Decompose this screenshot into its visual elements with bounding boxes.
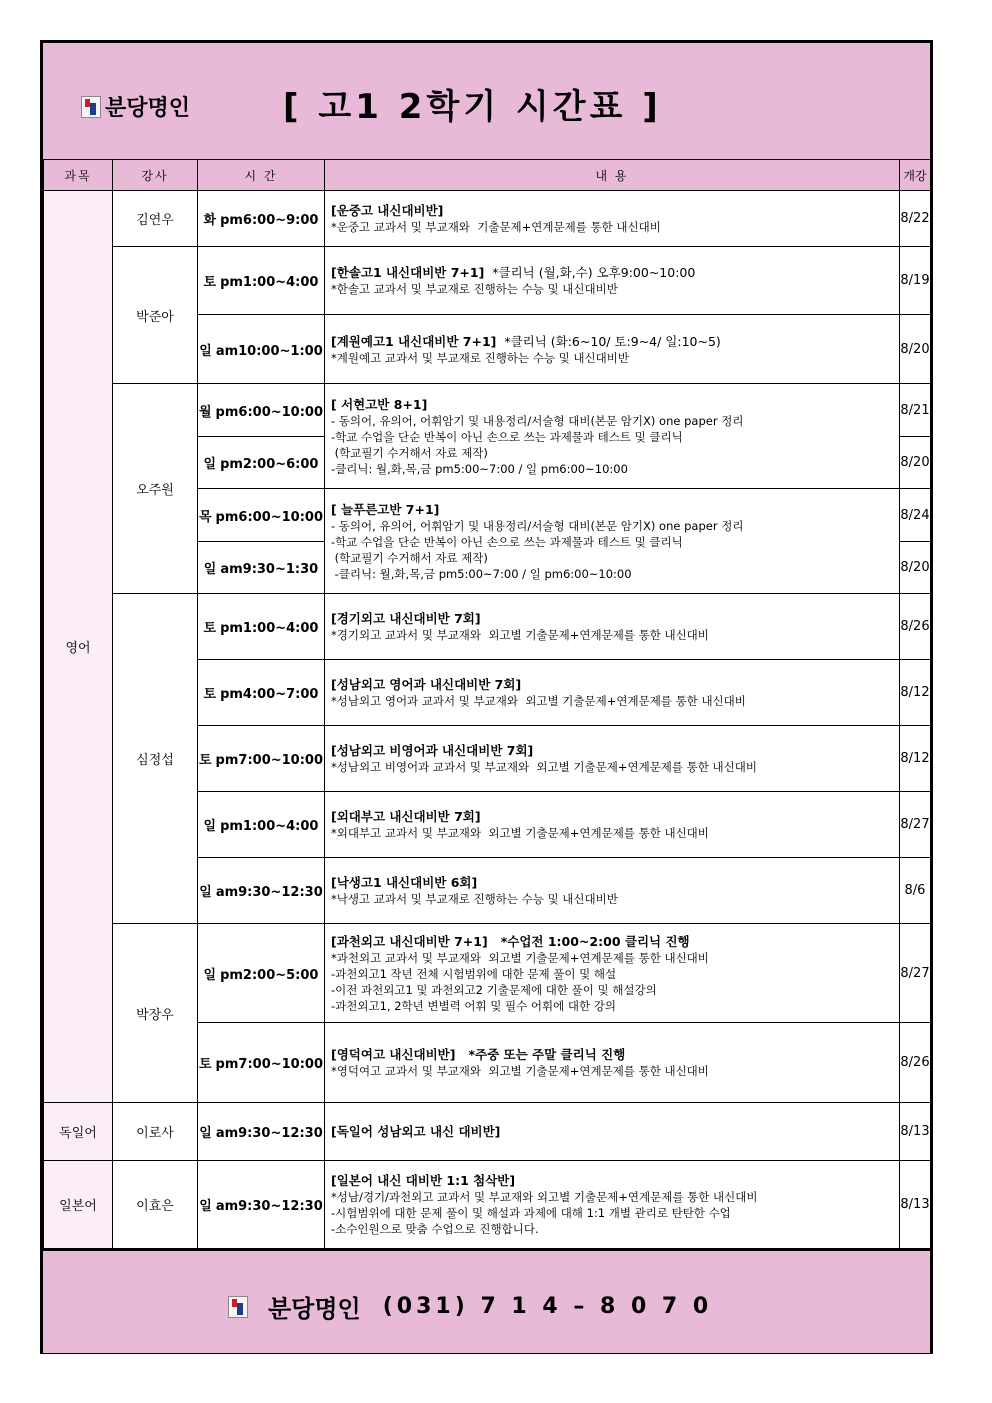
teacher-cell: 이로사 <box>113 1103 198 1161</box>
class-title: [ 늘푸른고반 7+1] <box>331 501 440 517</box>
header-banner <box>43 43 930 161</box>
day: 일 <box>199 885 212 900</box>
teacher-cell: 김연우 <box>113 191 198 247</box>
content-line: -학교 수업을 단순 반복이 아닌 손으로 쓰는 과제물과 테스트 및 클리닉 <box>331 429 683 444</box>
class-title: [과천외고 내신대비반 7+1] <box>331 933 488 949</box>
time-cell <box>198 660 325 726</box>
hours: pm6:00~10:00 <box>215 509 324 525</box>
day: 화 <box>203 213 217 228</box>
table-row <box>44 1103 931 1161</box>
open-date: 8/22 <box>900 191 931 247</box>
hours: pm6:00~9:00 <box>220 213 319 228</box>
open-date: 8/20 <box>900 542 931 594</box>
class-title: [경기외고 내신대비반 7회] <box>331 611 481 626</box>
time-cell <box>198 924 325 1023</box>
col-subject: 과목 <box>44 160 113 191</box>
content-line: (학교필기 수거해서 자료 제작) <box>331 445 488 460</box>
content-line: *과천외고 교과서 및 부교재와 외고별 기출문제+연계문제를 통한 내신대비 <box>331 950 709 965</box>
time-cell <box>198 1161 325 1249</box>
brand-name: 분당명인 <box>105 96 191 121</box>
time-cell <box>198 315 325 384</box>
class-title: [한솔고1 내신대비반 7+1] <box>331 265 485 280</box>
hours: am9:30~12:30 <box>215 885 323 900</box>
teacher-cell: 이효은 <box>113 1161 198 1249</box>
content-line: *경기외고 교과서 및 부교재와 외고별 기출문제+연계문제를 통한 내신대비 <box>331 628 709 642</box>
time-cell <box>198 726 325 792</box>
teacher-cell: 박장우 <box>113 924 198 1103</box>
open-date: 8/20 <box>900 315 931 384</box>
content-line: *한솔고 교과서 및 부교재로 진행하는 수능 및 내신대비반 <box>331 282 618 296</box>
content-cell <box>325 384 900 489</box>
time-cell <box>198 1103 325 1161</box>
teacher-cell: 박준아 <box>113 247 198 384</box>
class-title: [성남외고 비영어과 내신대비반 7회] <box>331 743 534 758</box>
day: 일 <box>199 1126 212 1141</box>
teacher-cell: 오주원 <box>113 384 198 594</box>
content-cell <box>325 1161 900 1249</box>
day: 월 <box>198 404 212 420</box>
day: 토 <box>198 753 212 768</box>
day: 일 <box>203 819 217 834</box>
content-line: - 동의어, 유의어, 어휘암기 및 내용정리/서술형 대비(본문 암기X) one paper 정리 <box>331 413 744 428</box>
class-title: [독일어 성남외고 내신 대비반] <box>331 1124 501 1139</box>
hours: pm7:00~10:00 <box>215 753 324 768</box>
open-date: 8/27 <box>900 792 931 858</box>
class-title: [운중고 내신대비반] <box>331 203 444 218</box>
footer-brand: 분당명인 <box>268 1295 361 1323</box>
time-cell <box>198 542 325 594</box>
content-cell <box>325 489 900 594</box>
teacher-cell: 심정섭 <box>113 594 198 924</box>
class-title: [영덕여고 내신대비반] <box>331 1047 456 1062</box>
phone-number: (031) 7 1 4 – 8 0 7 0 <box>382 1294 713 1319</box>
page-title: [ 고1 2학기 시간표 ] <box>283 87 662 127</box>
class-title: [성남외고 영어과 내신대비반 7회] <box>331 677 522 692</box>
table-row <box>44 191 931 247</box>
class-title: [외대부고 내신대비반 7회] <box>331 809 481 824</box>
day: 일 <box>203 967 217 983</box>
open-date: 8/20 <box>900 437 931 489</box>
content-cell <box>325 594 900 660</box>
col-teacher: 강사 <box>113 160 198 191</box>
open-date: 8/13 <box>900 1103 931 1161</box>
table-row <box>44 247 931 315</box>
footer-contact <box>228 1289 712 1324</box>
timetable-page <box>40 40 933 1354</box>
hours: pm2:00~5:00 <box>220 967 319 983</box>
hours: pm1:00~4:00 <box>220 819 319 834</box>
content-cell <box>325 1023 900 1103</box>
class-note: *클리닉 (화:6~10/ 토:9~4/ 일:10~5) <box>496 333 721 349</box>
day: 토 <box>203 275 217 290</box>
class-title: [ 서현고반 8+1] <box>331 396 428 412</box>
open-date: 8/26 <box>900 1023 931 1103</box>
hours: pm7:00~10:00 <box>215 1057 324 1072</box>
open-date: 8/6 <box>900 858 931 924</box>
class-title: [계원예고1 내신대비반 7+1] <box>331 333 497 349</box>
col-content: 내 용 <box>325 160 900 191</box>
time-cell <box>198 489 325 542</box>
content-cell <box>325 792 900 858</box>
content-line: -소수인원으로 맞춤 수업으로 진행합니다. <box>331 1222 539 1236</box>
day: 일 <box>203 562 217 577</box>
content-line: -과천외고1, 2학년 변별력 어휘 및 필수 어휘에 대한 강의 <box>331 998 616 1013</box>
content-line: -과천외고1 작년 전체 시험범위에 대한 문제 풀이 및 해설 <box>331 966 617 981</box>
brand-logo <box>81 91 190 122</box>
subject-cell: 일본어 <box>44 1161 113 1249</box>
table-row <box>44 1161 931 1249</box>
content-cell <box>325 858 900 924</box>
open-date: 8/26 <box>900 594 931 660</box>
hours: am9:30~1:30 <box>220 562 319 577</box>
content-cell <box>325 924 900 1023</box>
subject-cell: 독일어 <box>44 1103 113 1161</box>
logo-icon <box>228 1296 248 1318</box>
content-line: *성남외고 영어과 교과서 및 부교재와 외고별 기출문제+연계문제를 통한 내신대비 <box>331 694 746 708</box>
content-line: - 동의어, 유의어, 어휘암기 및 내용정리/서술형 대비(본문 암기X) one paper 정리 <box>331 518 744 533</box>
content-line: -클리닉: 월,화,목,금 pm5:00~7:00 / 일 pm6:00~10:00 <box>331 461 628 476</box>
table-row <box>44 384 931 437</box>
open-date: 8/12 <box>900 726 931 792</box>
day: 토 <box>203 687 217 702</box>
day: 일 <box>199 1199 212 1214</box>
time-cell <box>198 792 325 858</box>
col-open: 개강 <box>900 160 931 191</box>
col-time: 시 간 <box>198 160 325 191</box>
open-date: 8/19 <box>900 247 931 315</box>
content-cell <box>325 315 900 384</box>
content-line: *낙생고 교과서 및 부교재로 진행하는 수능 및 내신대비반 <box>331 892 618 906</box>
content-line: -학교 수업을 단순 반복이 아닌 손으로 쓰는 과제물과 테스트 및 클리닉 <box>331 534 683 549</box>
footer-banner <box>43 1249 930 1353</box>
logo-icon <box>81 96 101 118</box>
content-line: -클리닉: 월,화,목,금 pm5:00~7:00 / 일 pm6:00~10:00 <box>331 566 632 581</box>
open-date: 8/12 <box>900 660 931 726</box>
content-line: *영덕여고 교과서 및 부교재와 외고별 기출문제+연계문제를 통한 내신대비 <box>331 1064 709 1078</box>
content-line: (학교필기 수거해서 자료 제작) <box>331 550 488 565</box>
time-cell <box>198 247 325 315</box>
time-cell <box>198 384 325 437</box>
class-note: *수업전 1:00~2:00 클리닉 진행 <box>487 933 690 949</box>
content-line: *성남/경기/과천외고 교과서 및 부교재와 외고별 기출문제+연계문제를 통한 내신대비 <box>331 1190 758 1204</box>
timetable <box>43 159 931 1249</box>
time-cell <box>198 437 325 489</box>
class-note: *주중 또는 주말 클리닉 진행 <box>455 1047 626 1062</box>
time-cell <box>198 1023 325 1103</box>
hours: pm1:00~4:00 <box>220 275 319 290</box>
hours: pm2:00~6:00 <box>220 457 319 472</box>
open-date: 8/24 <box>900 489 931 542</box>
hours: pm6:00~10:00 <box>215 404 324 420</box>
day: 목 <box>198 509 212 525</box>
day: 일 <box>203 457 217 472</box>
day: 토 <box>198 1057 212 1072</box>
open-date: 8/21 <box>900 384 931 437</box>
class-title: [일본어 내신 대비반 1:1 첨삭반] <box>331 1173 516 1188</box>
open-date: 8/13 <box>900 1161 931 1249</box>
hours: am10:00~1:00 <box>215 343 323 359</box>
content-cell <box>325 1103 900 1161</box>
time-cell <box>198 594 325 660</box>
day: 일 <box>199 343 212 359</box>
hours: pm4:00~7:00 <box>220 687 319 702</box>
hours: am9:30~12:30 <box>215 1126 323 1141</box>
open-date: 8/27 <box>900 924 931 1023</box>
content-line: -이전 과천외고1 및 과천외고2 기출문제에 대한 풀이 및 해설강의 <box>331 982 657 997</box>
content-cell <box>325 660 900 726</box>
content-cell <box>325 247 900 315</box>
time-cell <box>198 858 325 924</box>
content-line: *성남외고 비영어과 교과서 및 부교재와 외고별 기출문제+연계문제를 통한 내신대비 <box>331 760 757 774</box>
hours: am9:30~12:30 <box>215 1199 323 1214</box>
content-line: -시험범위에 대한 문제 풀이 및 해설과 과제에 대해 1:1 개별 관리로 탄탄한 수업 <box>331 1206 731 1220</box>
content-line: *계원예고 교과서 및 부교재로 진행하는 수능 및 내신대비반 <box>331 350 629 365</box>
time-cell <box>198 191 325 247</box>
table-header-row <box>44 160 931 191</box>
day: 토 <box>203 621 217 636</box>
table-row <box>44 924 931 1023</box>
content-cell <box>325 726 900 792</box>
table-row <box>44 594 931 660</box>
content-cell <box>325 191 900 247</box>
hours: pm1:00~4:00 <box>220 621 319 636</box>
content-line: *외대부고 교과서 및 부교재와 외고별 기출문제+연계문제를 통한 내신대비 <box>331 826 709 840</box>
class-note: *클리닉 (월,화,수) 오후9:00~10:00 <box>484 265 696 280</box>
content-line: *운중고 교과서 및 부교재와 기출문제+연계문제를 통한 내신대비 <box>331 220 661 234</box>
class-title: [낙생고1 내신대비반 6회] <box>331 875 478 890</box>
subject-cell: 영어 <box>44 191 113 1103</box>
